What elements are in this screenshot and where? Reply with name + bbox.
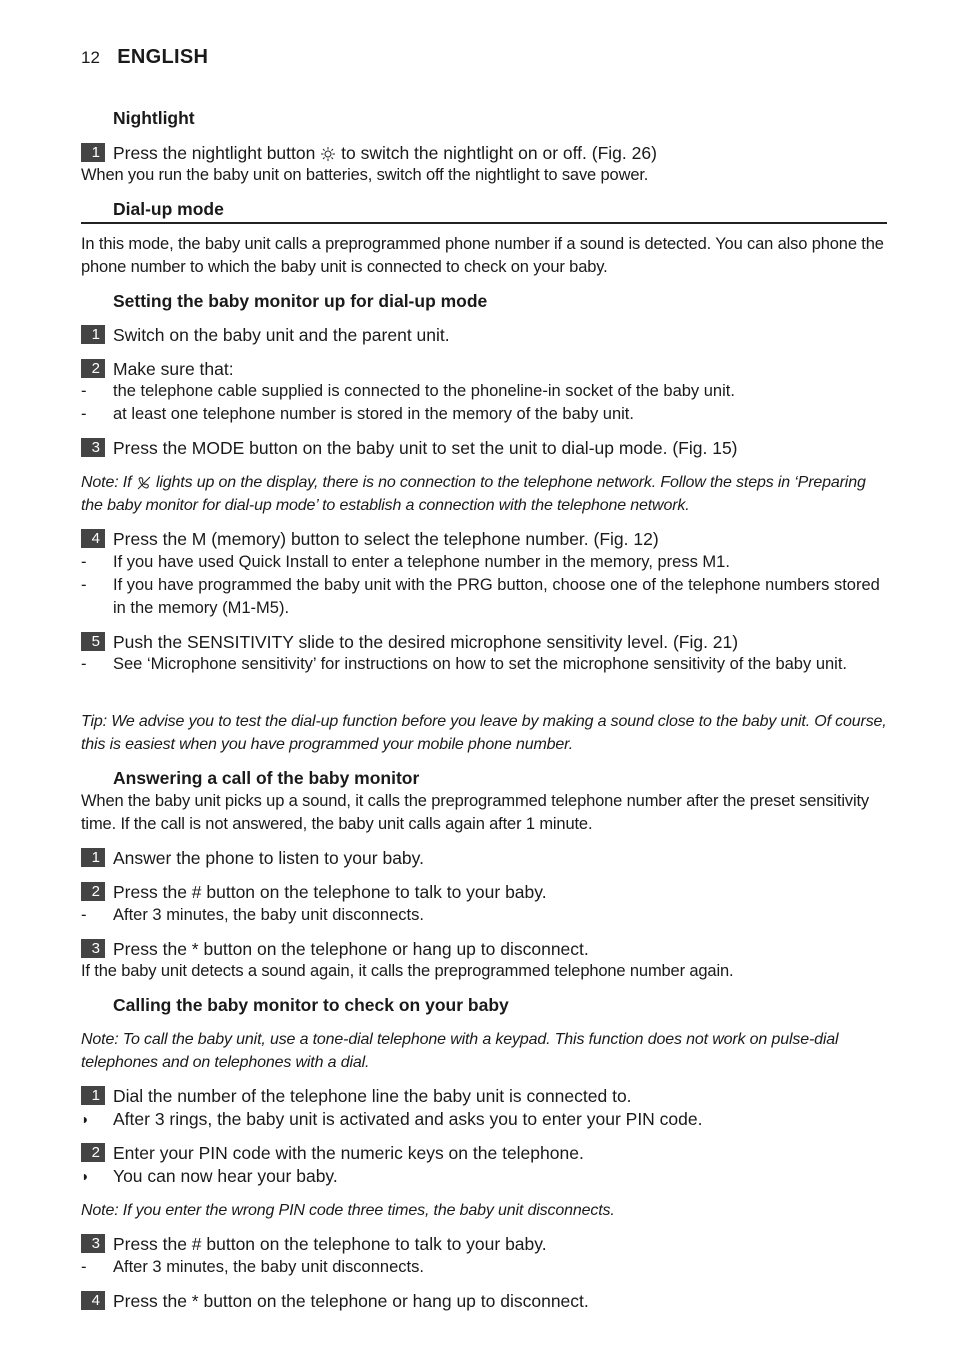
- calling-note-1: Note: To call the baby unit, use a tone-dial telephone with a keypad. This function does not work on pulse-dial telephones and on telephones with a dial.: [81, 1031, 839, 1071]
- page-header: [81, 46, 208, 69]
- dialup-intro: In this mode, the baby unit calls a preprogrammed phone number if a sound is detected. You can also phone the phone number to which the baby unit is connected to check on your baby.: [81, 235, 884, 276]
- answering-info: If the baby unit detects a sound again, it calls the preprogrammed telephone number again.: [81, 962, 734, 980]
- answering-intro: When the baby unit picks up a sound, it calls the preprogrammed telephone number after the preset sensitivity time. If the call is not answered, the baby unit calls again after 1 minute.: [81, 792, 870, 833]
- setup-tip: Tip: We advise you to test the dial-up function before you leave by making a sound close to the baby unit. Of course, this is easiest when you have programmed your mobile phone number.: [81, 713, 887, 753]
- section-title-nightlight: Nightlight: [113, 108, 195, 128]
- calling-note-2: Note: If you enter the wrong PIN code three times, the baby unit disconnects.: [81, 1202, 615, 1219]
- section-title-dialup: Dial-up mode: [113, 199, 224, 219]
- page-number: 12: [81, 48, 100, 67]
- language-label: ENGLISH: [117, 46, 209, 68]
- section-title-answering: Answering a call of the baby monitor: [113, 768, 420, 788]
- setup-note: Note: If lights up on the display, there is no connection to the telephone network. Follow the steps in ‘Preparing the baby monitor for dial-up mode’ to establish a connection with the telephone network.: [81, 474, 866, 514]
- crossed-phone-icon: [136, 475, 152, 491]
- section-title-calling: Calling the baby monitor to check on your baby: [113, 995, 509, 1015]
- nightlight-info: When you run the baby unit on batteries, switch off the nightlight to save power.: [81, 166, 649, 184]
- sun-icon: [320, 146, 336, 162]
- section-divider: [81, 222, 887, 224]
- section-title-setup: Setting the baby monitor up for dial-up mode: [113, 291, 488, 311]
- step-number: 1: [81, 143, 105, 162]
